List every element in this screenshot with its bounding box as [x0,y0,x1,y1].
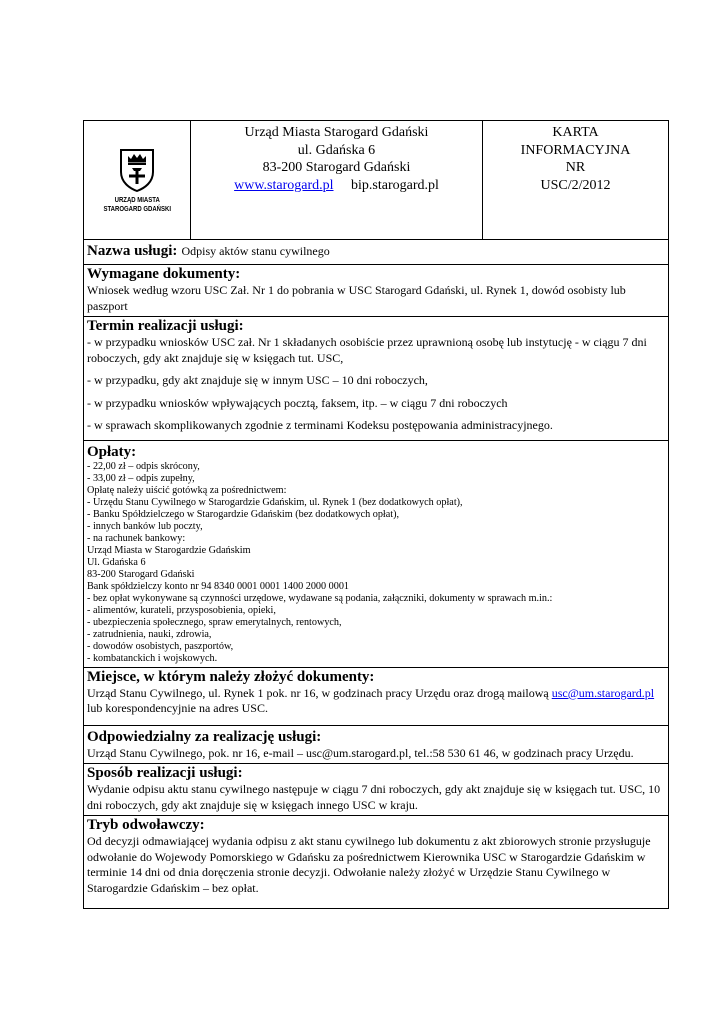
method-title: Sposób realizacji usługi: [87,765,243,781]
appeal-text: Od decyzji odmawiającej wydania odpisu z akt stanu cywilnego lub dokumentu z akt zbiorowych stronie przysługuje odwołanie do Wojewody Pomorskiego w Gdańsku za pośrednictwem Kierownika USC w Starogardzie Gdańskim w terminie 14 dni od dnia doręczenia stronie decyzji. Odwołanie należy złożyć w Urzędzie Stanu Cywilnego w Starogardzie Gdańskim – bez opłat. [87,834,651,895]
bip-address: bip.starogard.pl [351,177,439,193]
fee-line: - innych banków lub poczty, [87,520,203,532]
required-documents-title: Wymagane dokumenty: [87,266,241,282]
logo [84,121,191,239]
deadline-item: - w przypadku, gdy akt znajduje się w innym USC – 10 dni roboczych, [87,373,428,387]
card-label-3: NR [565,160,586,175]
fee-line: Opłatę należy uiścić gotówką za pośrednictwem: [87,484,287,496]
fee-line: Ul. Gdańska 6 [87,556,146,568]
fee-line: - bez opłat wykonywane są czynności urzędowe, wydawane są podania, załączniki, dokumenty w sprawach m.in.: [87,592,553,604]
card-label-1: KARTA [552,125,599,140]
service-name-section [84,240,668,265]
card-label-2: INFORMACYJNA [520,142,631,158]
office-city: 83-200 Starogard Gdański [262,160,411,175]
fee-line: - zatrudnienia, nauki, zdrowia, [87,628,212,640]
deadline-section [84,317,668,441]
logo-line-2: STAROGARD GDAŃSKI [103,203,171,213]
appeal-section [84,816,668,908]
deadline-title: Termin realizacji usługi: [87,318,244,334]
fee-line: - na rachunek bankowy: [87,532,186,544]
place-text [87,686,666,717]
deadline-item: - w przypadku wniosków USC zał. Nr 1 składanych osobiście przez uprawnioną osobę lub instytucję - w ciągu 7 dni roboczych, gdy akt znajduje się w księgach tut. USC, [87,335,647,365]
method-section [84,764,668,816]
responsible-title: Odpowiedzialny za realizację usługi: [87,728,322,745]
place-title: Miejsce, w którym należy złożyć dokumenty: [87,668,375,685]
card-number: USC/2/2012 [540,177,611,193]
responsible-section [84,726,668,765]
service-name-label: Nazwa usługi: [87,243,178,259]
fee-line: - ubezpieczenia społecznego, spraw emerytalnych, rentowych, [87,616,342,628]
method-text: Wydanie odpisu aktu stanu cywilnego następuje w ciągu 7 dni roboczych, gdy akt znajduje się w księgach tut. USC, 10 dni roboczych, gdy akt znajduje się w księgach innego USC w kraju. [87,782,661,812]
information-card [83,120,669,909]
appeal-title: Tryb odwoławczy: [87,817,205,833]
office-name: Urząd Miasta Starogard Gdański [244,125,429,140]
deadline-item: - w przypadku wniosków wpływających pocztą, faksem, itp. – w ciągu 7 dni roboczych [87,395,508,410]
office-street: ul. Gdańska 6 [297,142,376,158]
fee-line: Urząd Miasta w Starogardzie Gdańskim [87,544,251,556]
fee-line: - 33,00 zł – odpis zupełny, [87,472,195,484]
card-number-box [483,121,668,239]
fee-line: 83-200 Starogard Gdański [87,568,195,580]
deadline-item: - w sprawach skomplikowanych zgodnie z terminami Kodeksu postępowania administracyjnego. [87,418,553,432]
responsible-text: Urząd Stanu Cywilnego, pok. nr 16, e-mail – usc@um.starogard.pl, tel.:58 530 61 46, w godzinach pracy Urzędu. [87,745,634,760]
place-section [84,668,668,726]
fees-list [87,461,666,665]
required-documents-text: Wniosek według wzoru USC Zał. Nr 1 do pobrania w USC Starogard Gdański, ul. Rynek 1, dowód osobisty lub paszport [87,283,626,313]
service-name-value: Odpisy aktów stanu cywilnego [181,244,330,258]
fee-line: - Banku Spółdzielczego w Starogardzie Gdańskim (bez dodatkowych opłat), [87,508,400,520]
fee-line: Bank spółdzielczy konto nr 94 8340 0001 0001 1400 2000 0001 [87,580,350,592]
card-header [84,121,668,240]
fees-section [84,441,668,668]
fee-line: - dowodów osobistych, paszportów, [87,640,234,652]
fee-line: - Urzędu Stanu Cywilnego w Starogardzie Gdańskim, ul. Rynek 1 (bez dodatkowych opłat), [87,496,463,508]
fee-line: - alimentów, kurateli, przysposobienia, opieki, [87,604,276,616]
fee-line: - 22,00 zł – odpis skrócony, [87,460,200,472]
fee-line: - kombatanckich i wojskowych. [87,652,218,664]
logo-line-1: URZĄD MIASTA [114,194,160,204]
fees-title: Opłaty: [87,443,137,460]
office-address [191,121,483,239]
website-link[interactable]: www.starogard.pl [234,177,334,193]
city-crest-icon [118,148,156,192]
required-documents-section [84,265,668,317]
place-text-end: lub korespondencyjnie na adres USC. [87,701,268,715]
place-text-start: Urząd Stanu Cywilnego, ul. Rynek 1 pok. nr 16, w godzinach pracy Urzędu oraz drogą mailową [87,685,552,700]
email-link[interactable]: usc@um.starogard.pl [551,685,655,700]
